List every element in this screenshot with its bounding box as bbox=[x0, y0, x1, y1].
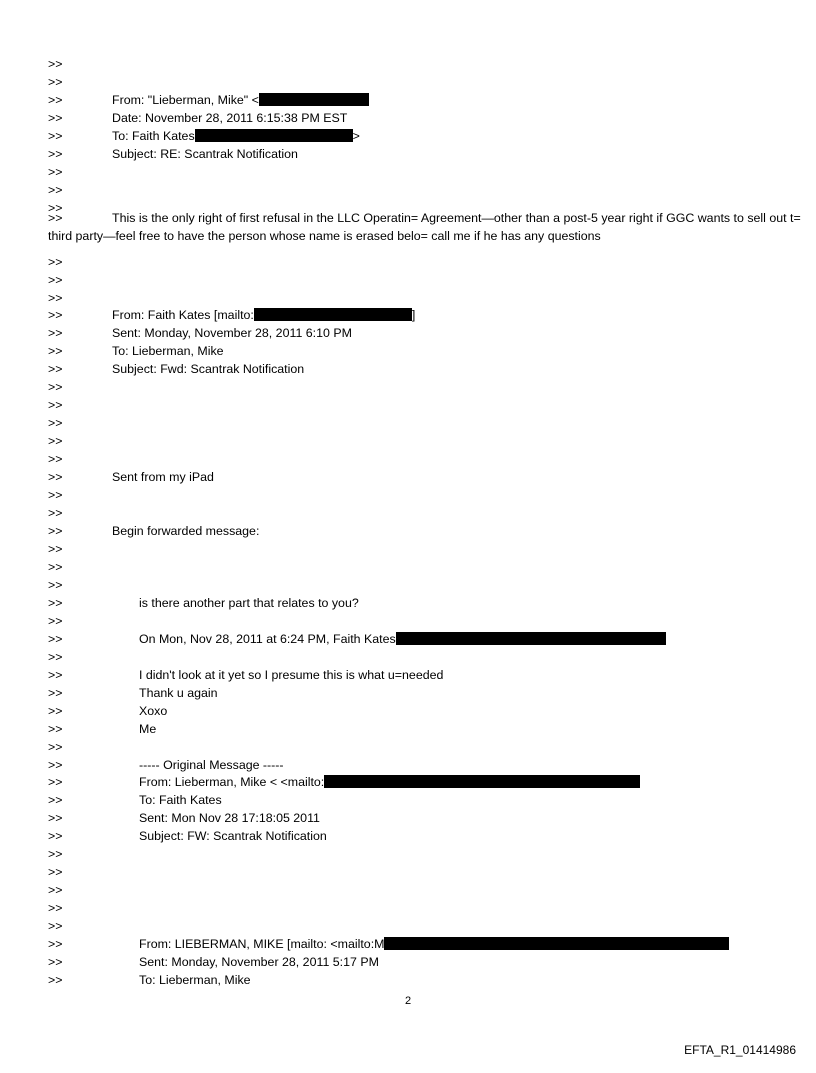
redaction-bar bbox=[195, 129, 353, 142]
quote-marker: >> bbox=[48, 470, 63, 484]
quote-marker: >> bbox=[48, 183, 63, 197]
quote-marker: >> bbox=[48, 211, 63, 225]
email-line bbox=[0, 666, 816, 684]
email-line bbox=[0, 396, 816, 414]
quote-marker: >> bbox=[48, 865, 63, 879]
quote-marker: >> bbox=[48, 614, 63, 628]
email-line bbox=[0, 630, 816, 648]
email-line bbox=[0, 163, 816, 181]
quote-marker: >> bbox=[48, 434, 63, 448]
text-segment: Subject: FW: Scantrak Notification bbox=[139, 829, 327, 843]
text-segment: To: Lieberman, Mike bbox=[112, 344, 224, 358]
quote-marker: >> bbox=[48, 129, 63, 143]
quote-marker: >> bbox=[48, 291, 63, 305]
email-line bbox=[0, 953, 816, 971]
line-text bbox=[139, 594, 359, 612]
text-segment: From: Faith Kates [mailto: bbox=[112, 308, 254, 322]
text-segment: ----- Original Message ----- bbox=[139, 758, 284, 772]
quote-marker: >> bbox=[48, 255, 63, 269]
quote-marker: >> bbox=[48, 937, 63, 951]
line-text bbox=[112, 127, 360, 145]
quote-marker: >> bbox=[48, 829, 63, 843]
email-line bbox=[0, 738, 816, 756]
email-line bbox=[0, 540, 816, 558]
email-line bbox=[0, 360, 816, 378]
email-line bbox=[0, 378, 816, 396]
line-text bbox=[112, 109, 347, 127]
line-text bbox=[139, 702, 167, 720]
email-line bbox=[0, 773, 816, 791]
email-line bbox=[0, 73, 816, 91]
line-text bbox=[139, 720, 156, 738]
text-segment: ] bbox=[411, 308, 416, 322]
email-line bbox=[0, 612, 816, 630]
line-text bbox=[139, 809, 320, 827]
email-line bbox=[0, 181, 816, 199]
quote-marker: >> bbox=[48, 955, 63, 969]
quote-marker: >> bbox=[48, 704, 63, 718]
text-segment: To: Lieberman, Mike bbox=[139, 973, 251, 987]
email-line bbox=[0, 917, 816, 935]
text-segment: Sent from my iPad bbox=[112, 470, 214, 484]
email-line bbox=[0, 271, 816, 289]
quote-marker: >> bbox=[48, 201, 63, 215]
quote-marker: >> bbox=[48, 75, 63, 89]
email-line bbox=[0, 342, 816, 360]
redaction-bar bbox=[254, 308, 412, 321]
text-segment: On Mon, Nov 28, 2011 at 6:24 PM, Faith Kates bbox=[139, 632, 396, 646]
quote-marker: >> bbox=[48, 973, 63, 987]
redaction-bar bbox=[324, 775, 640, 788]
text-segment: Sent: Mon Nov 28 17:18:05 2011 bbox=[139, 811, 320, 825]
email-line bbox=[0, 845, 816, 863]
email-line bbox=[0, 504, 816, 522]
quote-marker: >> bbox=[48, 542, 63, 556]
quote-marker: >> bbox=[48, 901, 63, 915]
email-line bbox=[0, 809, 816, 827]
text-segment: Begin forwarded message: bbox=[112, 524, 260, 538]
quote-marker: >> bbox=[48, 452, 63, 466]
email-line bbox=[0, 468, 816, 486]
line-text bbox=[139, 935, 729, 953]
quote-marker: >> bbox=[48, 919, 63, 933]
quote-marker: >> bbox=[48, 686, 63, 700]
email-line bbox=[0, 432, 816, 450]
line-text bbox=[112, 522, 259, 540]
text-segment: Sent: Monday, November 28, 2011 6:10 PM bbox=[112, 326, 352, 340]
body-paragraph bbox=[48, 209, 808, 245]
email-line bbox=[0, 324, 816, 342]
text-segment: Sent: Monday, November 28, 2011 5:17 PM bbox=[139, 955, 379, 969]
email-line bbox=[0, 791, 816, 809]
email-line bbox=[0, 289, 816, 307]
line-text bbox=[139, 953, 379, 971]
quote-marker: >> bbox=[48, 740, 63, 754]
line-text bbox=[139, 666, 443, 684]
email-line bbox=[0, 971, 816, 989]
quote-marker: >> bbox=[48, 560, 63, 574]
quote-marker: >> bbox=[48, 398, 63, 412]
email-line bbox=[0, 486, 816, 504]
email-line bbox=[0, 145, 816, 163]
redaction-bar bbox=[384, 937, 729, 950]
quote-marker: >> bbox=[48, 488, 63, 502]
line-text bbox=[139, 756, 284, 774]
quote-marker: >> bbox=[48, 147, 63, 161]
document-id: EFTA_R1_01414986 bbox=[684, 1043, 796, 1057]
quote-marker: >> bbox=[48, 380, 63, 394]
email-line bbox=[0, 109, 816, 127]
quote-marker: >> bbox=[48, 57, 63, 71]
email-line bbox=[0, 414, 816, 432]
quote-marker: >> bbox=[48, 847, 63, 861]
email-line bbox=[0, 648, 816, 666]
text-segment: Subject: Fwd: Scantrak Notification bbox=[112, 362, 305, 376]
quote-marker: >> bbox=[48, 93, 63, 107]
quote-marker: >> bbox=[48, 273, 63, 287]
quote-marker: >> bbox=[48, 111, 63, 125]
email-line bbox=[0, 863, 816, 881]
line-text bbox=[112, 468, 214, 486]
line-text bbox=[139, 827, 327, 845]
text-segment: Thank u again bbox=[139, 686, 218, 700]
line-text bbox=[112, 306, 415, 324]
quote-marker: >> bbox=[48, 722, 63, 736]
quote-marker: >> bbox=[48, 632, 63, 646]
redaction-bar bbox=[259, 93, 369, 106]
quote-marker: >> bbox=[48, 775, 63, 789]
quote-marker: >> bbox=[48, 596, 63, 610]
quote-marker: >> bbox=[48, 344, 63, 358]
quote-marker: >> bbox=[48, 758, 63, 772]
email-line bbox=[0, 558, 816, 576]
text-segment: Date: November 28, 2011 6:15:38 PM EST bbox=[112, 111, 348, 125]
email-line bbox=[0, 594, 816, 612]
text-segment: Subject: RE: Scantrak Notification bbox=[112, 147, 298, 161]
email-line bbox=[0, 720, 816, 738]
page-number: 2 bbox=[404, 995, 412, 1007]
email-line bbox=[0, 55, 816, 73]
line-text bbox=[139, 791, 222, 809]
email-line bbox=[0, 702, 816, 720]
line-text bbox=[139, 684, 218, 702]
email-line bbox=[0, 935, 816, 953]
quote-marker: >> bbox=[48, 165, 63, 179]
email-line bbox=[0, 450, 816, 468]
email-line bbox=[0, 899, 816, 917]
text-segment: From: LIEBERMAN, MIKE [mailto: <mailto:M bbox=[139, 937, 385, 951]
email-line bbox=[0, 756, 816, 774]
quote-marker: >> bbox=[48, 650, 63, 664]
text-segment: From: Lieberman, Mike < <mailto: bbox=[139, 775, 325, 789]
email-line bbox=[0, 91, 816, 109]
email-line bbox=[0, 827, 816, 845]
text-segment: From: "Lieberman, Mike" < bbox=[112, 93, 259, 107]
redaction-bar bbox=[396, 632, 666, 645]
email-line bbox=[0, 306, 816, 324]
line-text bbox=[139, 773, 640, 791]
text-segment: is there another part that relates to you? bbox=[139, 596, 359, 610]
quote-marker: >> bbox=[48, 416, 63, 430]
quote-marker: >> bbox=[48, 362, 63, 376]
line-text bbox=[112, 324, 352, 342]
text-segment: To: Faith Kates bbox=[112, 129, 195, 143]
quote-marker: >> bbox=[48, 793, 63, 807]
text-segment: > bbox=[352, 129, 360, 143]
email-line bbox=[0, 684, 816, 702]
quote-marker: >> bbox=[48, 326, 63, 340]
text-segment: I didn't look at it yet so I presume this is what u=needed bbox=[139, 668, 444, 682]
line-text bbox=[139, 971, 251, 989]
text-segment: Xoxo bbox=[139, 704, 168, 718]
quote-marker: >> bbox=[48, 308, 63, 322]
email-line bbox=[0, 522, 816, 540]
paragraph-text: This is the only right of first refusal in the LLC Operatin= Agreement—other than a post-5 year right if GGC wants to sell out t= third party—feel free to have the person whose name is erased belo= call me if he has any questions bbox=[48, 211, 801, 243]
email-line bbox=[0, 127, 816, 145]
line-text bbox=[112, 342, 224, 360]
text-segment: To: Faith Kates bbox=[139, 793, 222, 807]
line-text bbox=[112, 91, 369, 109]
quote-marker: >> bbox=[48, 668, 63, 682]
quote-marker: >> bbox=[48, 578, 63, 592]
email-line bbox=[0, 576, 816, 594]
text-segment: Me bbox=[139, 722, 157, 736]
email-line bbox=[0, 881, 816, 899]
quote-marker: >> bbox=[48, 524, 63, 538]
line-text bbox=[112, 145, 298, 163]
line-text bbox=[139, 630, 666, 648]
quote-marker: >> bbox=[48, 883, 63, 897]
quote-marker: >> bbox=[48, 506, 63, 520]
quote-marker: >> bbox=[48, 811, 63, 825]
email-line bbox=[0, 253, 816, 271]
line-text bbox=[112, 360, 304, 378]
